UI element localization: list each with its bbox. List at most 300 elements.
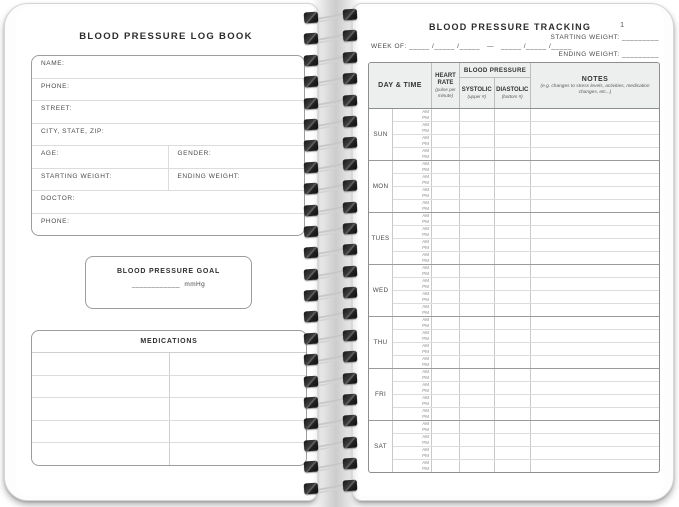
page-number: 1 <box>620 20 625 29</box>
diastolic-cell <box>495 109 531 121</box>
notes-cell <box>531 369 659 381</box>
notes-cell <box>531 460 659 472</box>
diastolic-header <box>495 78 530 108</box>
heart-rate-cell <box>432 382 460 394</box>
am-label: AM <box>422 213 429 219</box>
spiral-hole-left <box>304 225 319 237</box>
am-label: AM <box>422 330 429 336</box>
heart-rate-cell <box>432 460 460 472</box>
heart-rate-cell <box>432 187 460 199</box>
pm-label: PM <box>422 401 429 406</box>
am-label: AM <box>422 200 429 206</box>
systolic-cell <box>460 395 495 407</box>
spiral-hole-right <box>343 436 358 448</box>
medication-cell-left <box>32 443 170 465</box>
diastolic-cell <box>495 343 531 355</box>
time-cell <box>393 226 432 238</box>
blood-pressure-header: BLOOD PRESSURE <box>460 63 530 78</box>
systolic-cell <box>460 382 495 394</box>
medication-cell-right <box>170 443 307 465</box>
systolic-cell <box>460 278 495 290</box>
systolic-cell <box>460 447 495 459</box>
am-label: AM <box>422 395 429 401</box>
notes-cell <box>531 109 659 121</box>
heart-rate-cell <box>432 317 460 329</box>
spiral-binding <box>301 8 363 500</box>
systolic-cell <box>460 434 495 446</box>
reading-row <box>393 109 659 122</box>
heart-rate-cell <box>432 122 460 134</box>
heart-rate-cell <box>432 395 460 407</box>
heart-rate-cell <box>432 226 460 238</box>
doctor-phone-row <box>32 214 304 236</box>
pm-label: PM <box>422 154 429 159</box>
notes-cell <box>531 226 659 238</box>
medication-cell-left <box>32 353 170 375</box>
am-label: AM <box>422 343 429 349</box>
am-label: AM <box>422 135 429 141</box>
heart-rate-cell <box>432 148 460 160</box>
spiral-loop <box>301 115 363 133</box>
diastolic-cell <box>495 200 531 212</box>
spiral-hole-left <box>304 54 319 66</box>
notes-cell <box>531 174 659 186</box>
notes-header-label: NOTES <box>581 75 609 83</box>
diastolic-cell <box>495 278 531 290</box>
time-cell <box>393 421 432 433</box>
right-page <box>356 7 664 496</box>
time-cell <box>393 265 432 277</box>
notes-cell <box>531 278 659 290</box>
blood-pressure-subheaders <box>460 78 530 108</box>
am-label: AM <box>422 187 429 193</box>
medication-cell-left <box>32 376 170 398</box>
pm-label: PM <box>422 388 429 393</box>
spiral-loop <box>301 479 363 497</box>
heart-rate-cell <box>432 421 460 433</box>
spiral-hole-right <box>343 394 358 406</box>
medication-row <box>32 421 306 444</box>
am-label: AM <box>422 317 429 323</box>
spiral-loop <box>301 372 363 390</box>
day-block <box>369 161 659 213</box>
am-label: AM <box>422 252 429 258</box>
reading-row <box>393 382 659 395</box>
diastolic-cell <box>495 135 531 147</box>
systolic-cell <box>460 239 495 251</box>
heart-rate-cell <box>432 304 460 316</box>
diastolic-cell <box>495 317 531 329</box>
notes-cell <box>531 122 659 134</box>
reading-row <box>393 174 659 187</box>
day-block <box>369 369 659 421</box>
day-rows <box>393 213 659 264</box>
systolic-cell <box>460 200 495 212</box>
systolic-header <box>460 78 495 108</box>
heart-rate-cell <box>432 161 460 173</box>
pm-label: PM <box>422 323 429 328</box>
systolic-cell <box>460 161 495 173</box>
systolic-cell <box>460 187 495 199</box>
day-rows <box>393 109 659 160</box>
starting-weight-field: STARTING WEIGHT: <box>32 169 169 191</box>
time-cell <box>393 122 432 134</box>
notes-cell <box>531 317 659 329</box>
pm-label: PM <box>422 219 429 224</box>
systolic-cell <box>460 421 495 433</box>
medication-row <box>32 353 306 376</box>
notes-cell <box>531 343 659 355</box>
medications-title: MEDICATIONS <box>32 331 306 353</box>
pm-label: PM <box>422 310 429 315</box>
time-cell <box>393 187 432 199</box>
time-cell <box>393 356 432 368</box>
spiral-hole-left <box>304 33 319 45</box>
heart-rate-cell <box>432 200 460 212</box>
spiral-loop <box>301 29 363 47</box>
reading-row <box>393 395 659 408</box>
diastolic-cell <box>495 447 531 459</box>
time-cell <box>393 382 432 394</box>
diastolic-cell <box>495 252 531 264</box>
spiral-hole-left <box>304 332 319 344</box>
reading-row <box>393 239 659 252</box>
spiral-loop <box>301 414 363 432</box>
pm-label: PM <box>422 297 429 302</box>
pm-label: PM <box>422 128 429 133</box>
reading-row <box>393 148 659 160</box>
city-state-zip-row <box>32 124 304 147</box>
heart-rate-header-sub: (pulse per minute) <box>435 87 456 98</box>
am-label: AM <box>422 369 429 375</box>
pm-label: PM <box>422 362 429 367</box>
day-label: SAT <box>369 421 393 472</box>
day-block <box>369 421 659 472</box>
notes-cell <box>531 434 659 446</box>
right-page-title: BLOOD PRESSURE TRACKING <box>428 22 592 32</box>
systolic-header-sub: (upper #) <box>467 93 487 99</box>
systolic-cell <box>460 122 495 134</box>
medication-cell-right <box>170 376 307 398</box>
spiral-hole-left <box>304 290 319 302</box>
diastolic-cell <box>495 187 531 199</box>
time-cell <box>393 434 432 446</box>
notes-cell <box>531 239 659 251</box>
am-label: AM <box>422 148 429 154</box>
time-cell <box>393 330 432 342</box>
notes-cell <box>531 304 659 316</box>
spiral-hole-right <box>343 115 358 127</box>
pm-label: PM <box>422 453 429 458</box>
spiral-hole-left <box>304 97 319 109</box>
diastolic-cell <box>495 148 531 160</box>
day-rows <box>393 161 659 212</box>
pm-label: PM <box>422 232 429 237</box>
systolic-cell <box>460 356 495 368</box>
pm-label: PM <box>422 141 429 146</box>
day-label: THU <box>369 317 393 368</box>
time-cell <box>393 213 432 225</box>
heart-rate-cell <box>432 213 460 225</box>
spiral-hole-left <box>304 183 319 195</box>
name-field: NAME: <box>41 60 65 67</box>
spiral-hole-right <box>343 201 358 213</box>
systolic-cell <box>460 135 495 147</box>
notes-header <box>531 63 659 108</box>
notes-cell <box>531 382 659 394</box>
day-label: MON <box>369 161 393 212</box>
spiral-hole-right <box>343 94 358 106</box>
diastolic-cell <box>495 265 531 277</box>
reading-row <box>393 200 659 212</box>
pm-label: PM <box>422 427 429 432</box>
diastolic-cell <box>495 174 531 186</box>
left-page-title: BLOOD PRESSURE LOG BOOK <box>79 31 253 42</box>
systolic-cell <box>460 460 495 472</box>
systolic-header-label: SYSTOLIC <box>461 86 492 93</box>
spiral-loop <box>301 201 363 219</box>
systolic-cell <box>460 109 495 121</box>
street-field: STREET: <box>41 105 72 112</box>
am-label: AM <box>422 161 429 167</box>
spiral-hole-left <box>304 375 319 387</box>
systolic-cell <box>460 226 495 238</box>
notes-cell <box>531 408 659 420</box>
medications-box <box>31 330 307 466</box>
spiral-loop <box>301 136 363 154</box>
ending-weight-line: ENDING WEIGHT: _________ <box>558 51 659 58</box>
doctor-row <box>32 191 304 214</box>
medication-row <box>32 398 306 421</box>
pm-label: PM <box>422 466 429 471</box>
spiral-hole-left <box>304 397 319 409</box>
medications-rows <box>32 353 306 465</box>
diastolic-cell <box>495 421 531 433</box>
spiral-loop <box>301 286 363 304</box>
heart-rate-header <box>432 63 460 108</box>
am-label: AM <box>422 174 429 180</box>
am-label: AM <box>422 239 429 245</box>
day-label: SUN <box>369 109 393 160</box>
diastolic-cell <box>495 434 531 446</box>
day-block <box>369 213 659 265</box>
spiral-hole-left <box>304 439 319 451</box>
bp-table-body <box>369 109 659 472</box>
reading-row <box>393 226 659 239</box>
notes-cell <box>531 265 659 277</box>
diastolic-header-label: DIASTOLIC <box>496 86 529 93</box>
notes-header-sub: (e.g. changes to stress levels, activities, medication changes, etc...) <box>540 83 650 95</box>
spiral-hole-right <box>343 372 358 384</box>
name-row <box>32 56 304 79</box>
pm-label: PM <box>422 167 429 172</box>
pm-label: PM <box>422 336 429 341</box>
spiral-loop <box>301 222 363 240</box>
diastolic-cell <box>495 122 531 134</box>
systolic-cell <box>460 343 495 355</box>
diastolic-cell <box>495 330 531 342</box>
reading-row <box>393 161 659 174</box>
diastolic-cell <box>495 408 531 420</box>
city-state-zip-field: CITY, STATE, ZIP: <box>41 127 105 135</box>
systolic-cell <box>460 369 495 381</box>
heart-rate-cell <box>432 330 460 342</box>
weights-row <box>32 169 304 192</box>
am-label: AM <box>422 421 429 427</box>
spiral-loop <box>301 51 363 69</box>
reading-row <box>393 369 659 382</box>
doctor-phone-field: PHONE: <box>41 217 70 225</box>
spiral-hole-right <box>343 244 358 256</box>
spiral-hole-left <box>304 76 319 88</box>
diastolic-cell <box>495 460 531 472</box>
pm-label: PM <box>422 440 429 445</box>
heart-rate-cell <box>432 252 460 264</box>
time-cell <box>393 408 432 420</box>
spiral-loop <box>301 8 363 26</box>
medication-cell-left <box>32 421 170 443</box>
systolic-cell <box>460 304 495 316</box>
spiral-hole-right <box>343 222 358 234</box>
day-time-header: DAY & TIME <box>369 63 432 108</box>
time-cell <box>393 239 432 251</box>
reading-row <box>393 265 659 278</box>
heart-rate-cell <box>432 356 460 368</box>
week-of-label: WEEK OF: <box>371 43 407 50</box>
spiral-hole-left <box>304 161 319 173</box>
time-cell <box>393 369 432 381</box>
medication-row <box>32 376 306 399</box>
day-label: TUES <box>369 213 393 264</box>
systolic-cell <box>460 265 495 277</box>
day-block <box>369 265 659 317</box>
pm-label: PM <box>422 349 429 354</box>
pm-label: PM <box>422 206 429 211</box>
am-label: AM <box>422 109 429 115</box>
pm-label: PM <box>422 245 429 250</box>
spiral-loop <box>301 350 363 368</box>
am-label: AM <box>422 278 429 284</box>
medication-cell-left <box>32 398 170 420</box>
time-cell <box>393 343 432 355</box>
pm-label: PM <box>422 193 429 198</box>
heart-rate-cell <box>432 135 460 147</box>
spiral-hole-left <box>304 461 319 473</box>
time-cell <box>393 278 432 290</box>
time-cell <box>393 291 432 303</box>
notes-cell <box>531 135 659 147</box>
heart-rate-cell <box>432 239 460 251</box>
am-label: AM <box>422 447 429 453</box>
reading-row <box>393 460 659 472</box>
notes-cell <box>531 395 659 407</box>
spiral-hole-left <box>304 418 319 430</box>
spiral-hole-right <box>343 479 358 491</box>
am-label: AM <box>422 356 429 362</box>
spiral-loop <box>301 265 363 283</box>
spiral-hole-right <box>343 265 358 277</box>
diastolic-cell <box>495 369 531 381</box>
medication-cell-right <box>170 421 307 443</box>
time-cell <box>393 304 432 316</box>
day-rows <box>393 421 659 472</box>
pm-label: PM <box>422 115 429 120</box>
spiral-hole-left <box>304 247 319 259</box>
am-label: AM <box>422 408 429 414</box>
systolic-cell <box>460 291 495 303</box>
medication-cell-right <box>170 353 307 375</box>
spiral-hole-right <box>343 51 358 63</box>
pm-label: PM <box>422 180 429 185</box>
spiral-loop <box>301 393 363 411</box>
notes-cell <box>531 187 659 199</box>
am-label: AM <box>422 460 429 466</box>
time-cell <box>393 109 432 121</box>
pm-label: PM <box>422 284 429 289</box>
spiral-loop <box>301 307 363 325</box>
day-rows <box>393 369 659 420</box>
spiral-loop <box>301 72 363 90</box>
reading-row <box>393 330 659 343</box>
spiral-hole-right <box>343 9 358 21</box>
heart-rate-cell <box>432 369 460 381</box>
am-label: AM <box>422 265 429 271</box>
systolic-cell <box>460 317 495 329</box>
spiral-hole-right <box>343 415 358 427</box>
spiral-hole-right <box>343 458 358 470</box>
heart-rate-cell <box>432 343 460 355</box>
reading-row <box>393 291 659 304</box>
diastolic-header-sub: (bottom #) <box>501 93 523 99</box>
heart-rate-cell <box>432 109 460 121</box>
diastolic-cell <box>495 382 531 394</box>
notes-cell <box>531 148 659 160</box>
systolic-cell <box>460 148 495 160</box>
diastolic-cell <box>495 161 531 173</box>
pm-label: PM <box>422 414 429 419</box>
reading-row <box>393 356 659 368</box>
ending-weight-field: ENDING WEIGHT: <box>177 172 241 180</box>
time-cell <box>393 447 432 459</box>
am-label: AM <box>422 122 429 128</box>
time-cell <box>393 148 432 160</box>
time-cell <box>393 252 432 264</box>
blood-pressure-goal-box <box>85 256 252 309</box>
am-label: AM <box>422 291 429 297</box>
street-row <box>32 101 304 124</box>
am-label: AM <box>422 382 429 388</box>
heart-rate-cell <box>432 174 460 186</box>
spiral-hole-right <box>343 351 358 363</box>
spiral-hole-left <box>304 118 319 130</box>
am-label: AM <box>422 304 429 310</box>
systolic-cell <box>460 408 495 420</box>
reading-row <box>393 304 659 316</box>
day-block <box>369 317 659 369</box>
heart-rate-header-label: HEART RATE <box>435 72 456 86</box>
week-of-line <box>371 43 572 50</box>
heart-rate-cell <box>432 291 460 303</box>
reading-row <box>393 408 659 420</box>
reading-row <box>393 278 659 291</box>
starting-weight-line: STARTING WEIGHT: _________ <box>550 34 659 41</box>
am-label: AM <box>422 434 429 440</box>
notes-cell <box>531 161 659 173</box>
spiral-hole-right <box>343 329 358 341</box>
spiral-hole-right <box>343 287 358 299</box>
goal-value-line: ____________ mmHg <box>131 281 206 288</box>
heart-rate-cell <box>432 447 460 459</box>
